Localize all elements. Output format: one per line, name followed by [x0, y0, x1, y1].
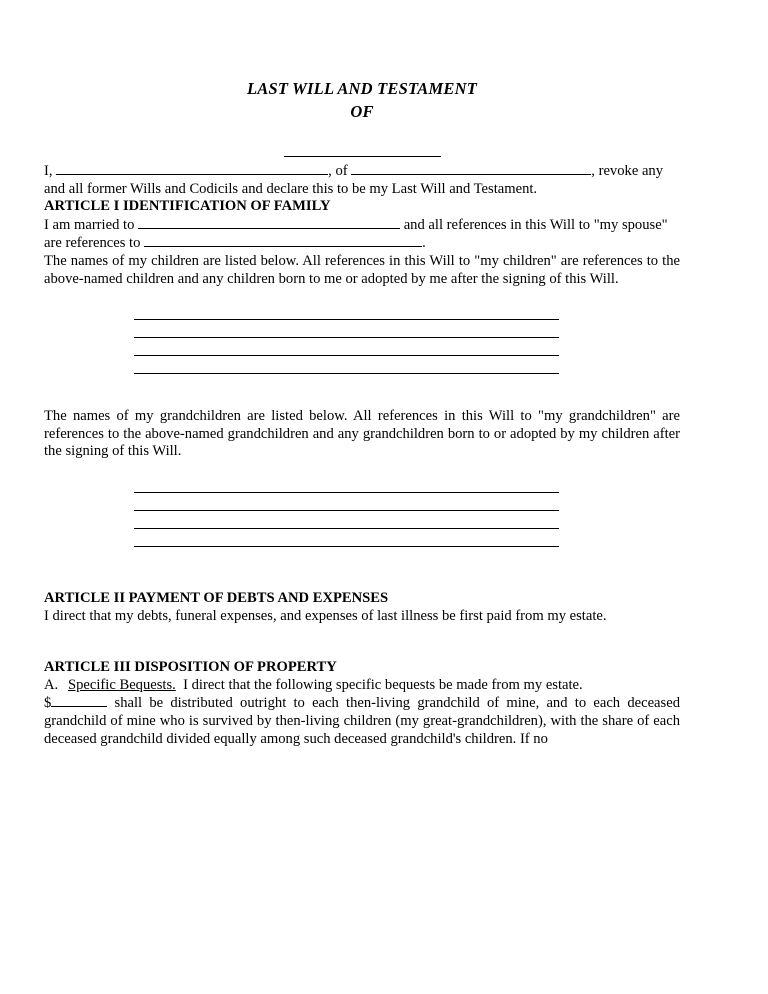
children-line[interactable] — [134, 356, 559, 374]
opening-name-blank[interactable] — [56, 162, 328, 175]
children-line[interactable] — [134, 320, 559, 338]
document-title-of: OF — [350, 102, 374, 121]
spouse-name-blank[interactable] — [138, 216, 400, 229]
bequest-text: shall be distributed outright to each then-living grandchild of mine, and to each deceased grandchild of mine who is survived by then-living children (my great-grandchildren), with the share of each deceased grandchild divided equally among such deceased grandchild's children. If no — [44, 695, 680, 747]
opening-second-line: and all former Wills and Codicils and declare this to be my Last Will and Testament. — [44, 180, 538, 197]
children-line[interactable] — [134, 338, 559, 356]
article-3-heading: ARTICLE III DISPOSITION OF PROPERTY — [44, 659, 337, 676]
married-second-lead: are references to — [44, 235, 141, 252]
grandchildren-blank-lines — [134, 476, 559, 547]
opening-tail: , revoke any — [591, 163, 664, 179]
married-tail: and all references in this Will to "my spouse" — [403, 216, 668, 233]
document-title-block — [44, 78, 680, 123]
opening-lead: I, — [44, 163, 53, 179]
grandchildren-line[interactable] — [134, 493, 559, 511]
opening-paragraph — [44, 162, 680, 198]
testator-name-blank[interactable] — [284, 155, 441, 157]
bequest-amount-blank[interactable] — [51, 694, 107, 707]
children-paragraph: The names of my children are listed below. All references in this Will to "my children" are references to the above-named children and any children born to me or adopted by me after the signing of this Will. — [44, 252, 680, 287]
married-second-tail: . — [422, 235, 426, 252]
grandchildren-line[interactable] — [134, 529, 559, 547]
item-a-text: I direct that the following specific bequests be made from my estate. — [183, 676, 583, 693]
article-1-heading: ARTICLE I IDENTIFICATION OF FAMILY — [44, 198, 331, 215]
children-line[interactable] — [134, 303, 559, 320]
article-3-item-a — [44, 677, 680, 695]
bequest-paragraph — [44, 694, 680, 748]
article-1-spouse-paragraph — [44, 216, 680, 253]
document-content — [44, 78, 680, 748]
married-lead: I am married to — [44, 216, 135, 233]
opening-address-blank[interactable] — [351, 162, 591, 175]
item-a-marker: A. — [44, 676, 59, 693]
spouse-reference-blank[interactable] — [144, 234, 422, 247]
document-title: LAST WILL AND TESTAMENT — [247, 79, 477, 98]
bequest-currency-symbol: $ — [44, 695, 52, 712]
grandchildren-line[interactable] — [134, 511, 559, 529]
item-a-title: Specific Bequests. — [68, 676, 176, 693]
testator-name-rule-wrap — [44, 144, 680, 162]
children-blank-lines — [134, 303, 559, 374]
article-2-heading: ARTICLE II PAYMENT OF DEBTS AND EXPENSES — [44, 589, 389, 606]
grandchildren-line[interactable] — [134, 476, 559, 493]
item-a-body — [68, 677, 680, 695]
grandchildren-paragraph: The names of my grandchildren are listed below. All references in this Will to "my grandchildren" are references to the above-named grandchildren and any grandchildren born to or adopted by my children after the signing of this Will. — [44, 408, 680, 460]
article-2-body: I direct that my debts, funeral expenses, and expenses of last illness be first paid from my estate. — [44, 607, 607, 624]
opening-mid: , of — [328, 163, 348, 179]
